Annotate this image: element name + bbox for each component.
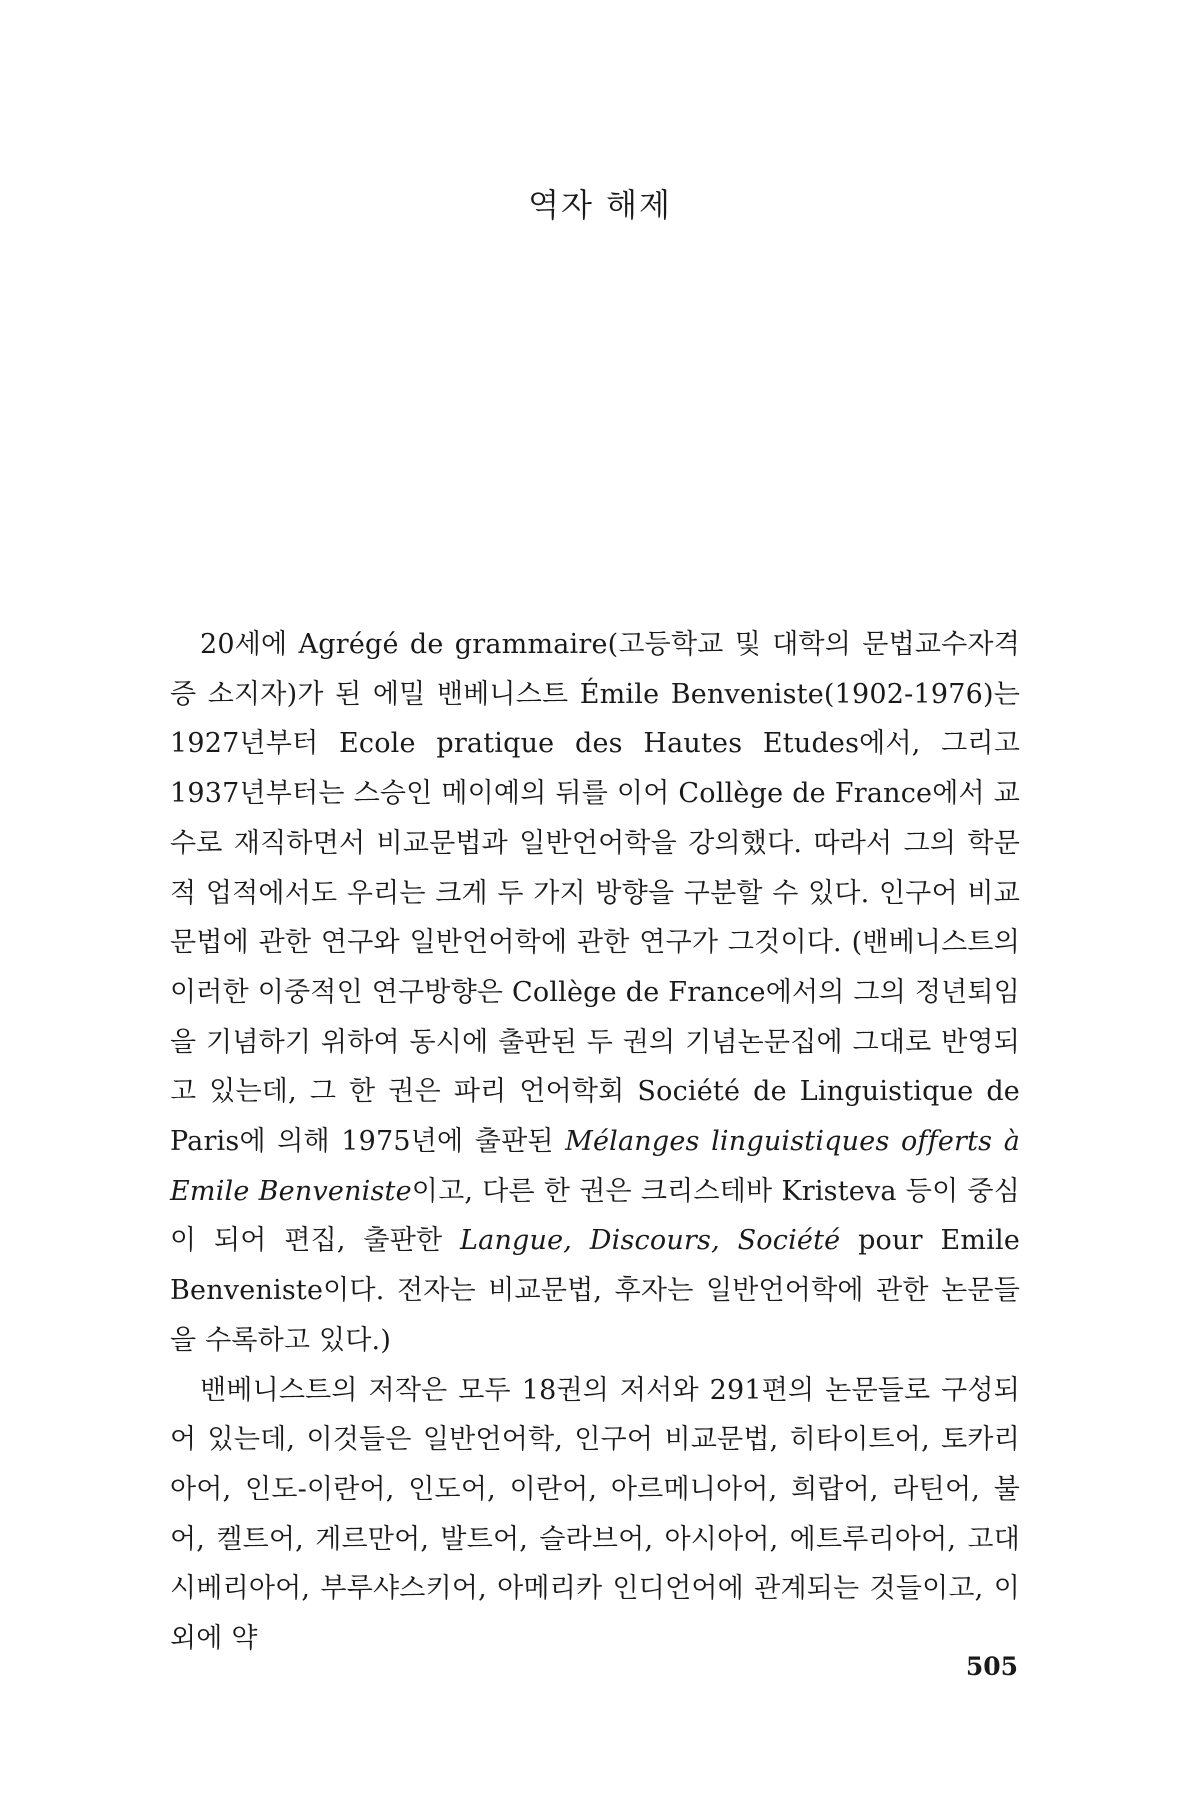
paragraph-1 [170, 620, 1020, 1366]
page-title: 역자 해제 [528, 186, 672, 224]
body-text [170, 620, 1020, 1664]
paragraph-1-text-c: pour Emile Benveniste이다. 전자는 비교문법, 후자는 일반언어학에 관한 논문들을 수록하고 있다.) [170, 1225, 1021, 1356]
paragraph-1-italic-title-a: Mélanges linguistiques offerts à Emile Benveniste [170, 1126, 1020, 1207]
paragraph-1-italic-title-b: Langue, Discours, Société [460, 1225, 841, 1257]
paragraph-1-text-a: 20세에 Agrégé de grammaire(고등학교 및 대학의 문법교수자격증 소지자)가 된 에밀 밴베니스트 Émile Benveniste(1902-1976)는 1927년부터 Ecole pratique des Hautes Etudes에서, 그리고 1937년부터는 스승인 메이예의 뒤를 이어 Collège de France에서 교수로 재직하면서 비교문법과 일반언어학을 강의했다. 따라서 그의 학문적 업적에서도 우리는 크게 두 가지 방향을 구분할 수 있다. 인구어 비교문법에 관한 연구와 일반언어학에 관한 연구가 그것이다. (밴베니스트의 이러한 이중적인 연구방향은 Collège de France에서의 그의 정년퇴임을 기념하기 위하여 동시에 출판된 두 권의 기념논문집에 그대로 반영되고 있는데, 그 한 권은 파리 언어학회 Société de Linguistique de Paris에 의해 1975년에 출판된 [170, 629, 1020, 1158]
paragraph-1-text-b: 이고, 다른 한 권은 크리스테바 Kristeva 등이 중심이 되어 편집, 출판한 [170, 1175, 1020, 1257]
page-number: 505 [965, 1652, 1018, 1681]
paragraph-2: 밴베니스트의 저작은 모두 18권의 저서와 291편의 논문들로 구성되어 있는데, 이것들은 일반언어학, 인구어 비교문법, 히타이트어, 토카리아어, 인도-이란어, 인도어, 이란어, 아르메니아어, 희랍어, 라틴어, 불어, 켈트어, 게르만어, 발트어, 슬라브어, 아시아어, 에트루리아어, 고대 시베리아어, 부루샤스키어, 아메리카 인디언어에 관계되는 것들이고, 이외에 약 [170, 1374, 1020, 1655]
